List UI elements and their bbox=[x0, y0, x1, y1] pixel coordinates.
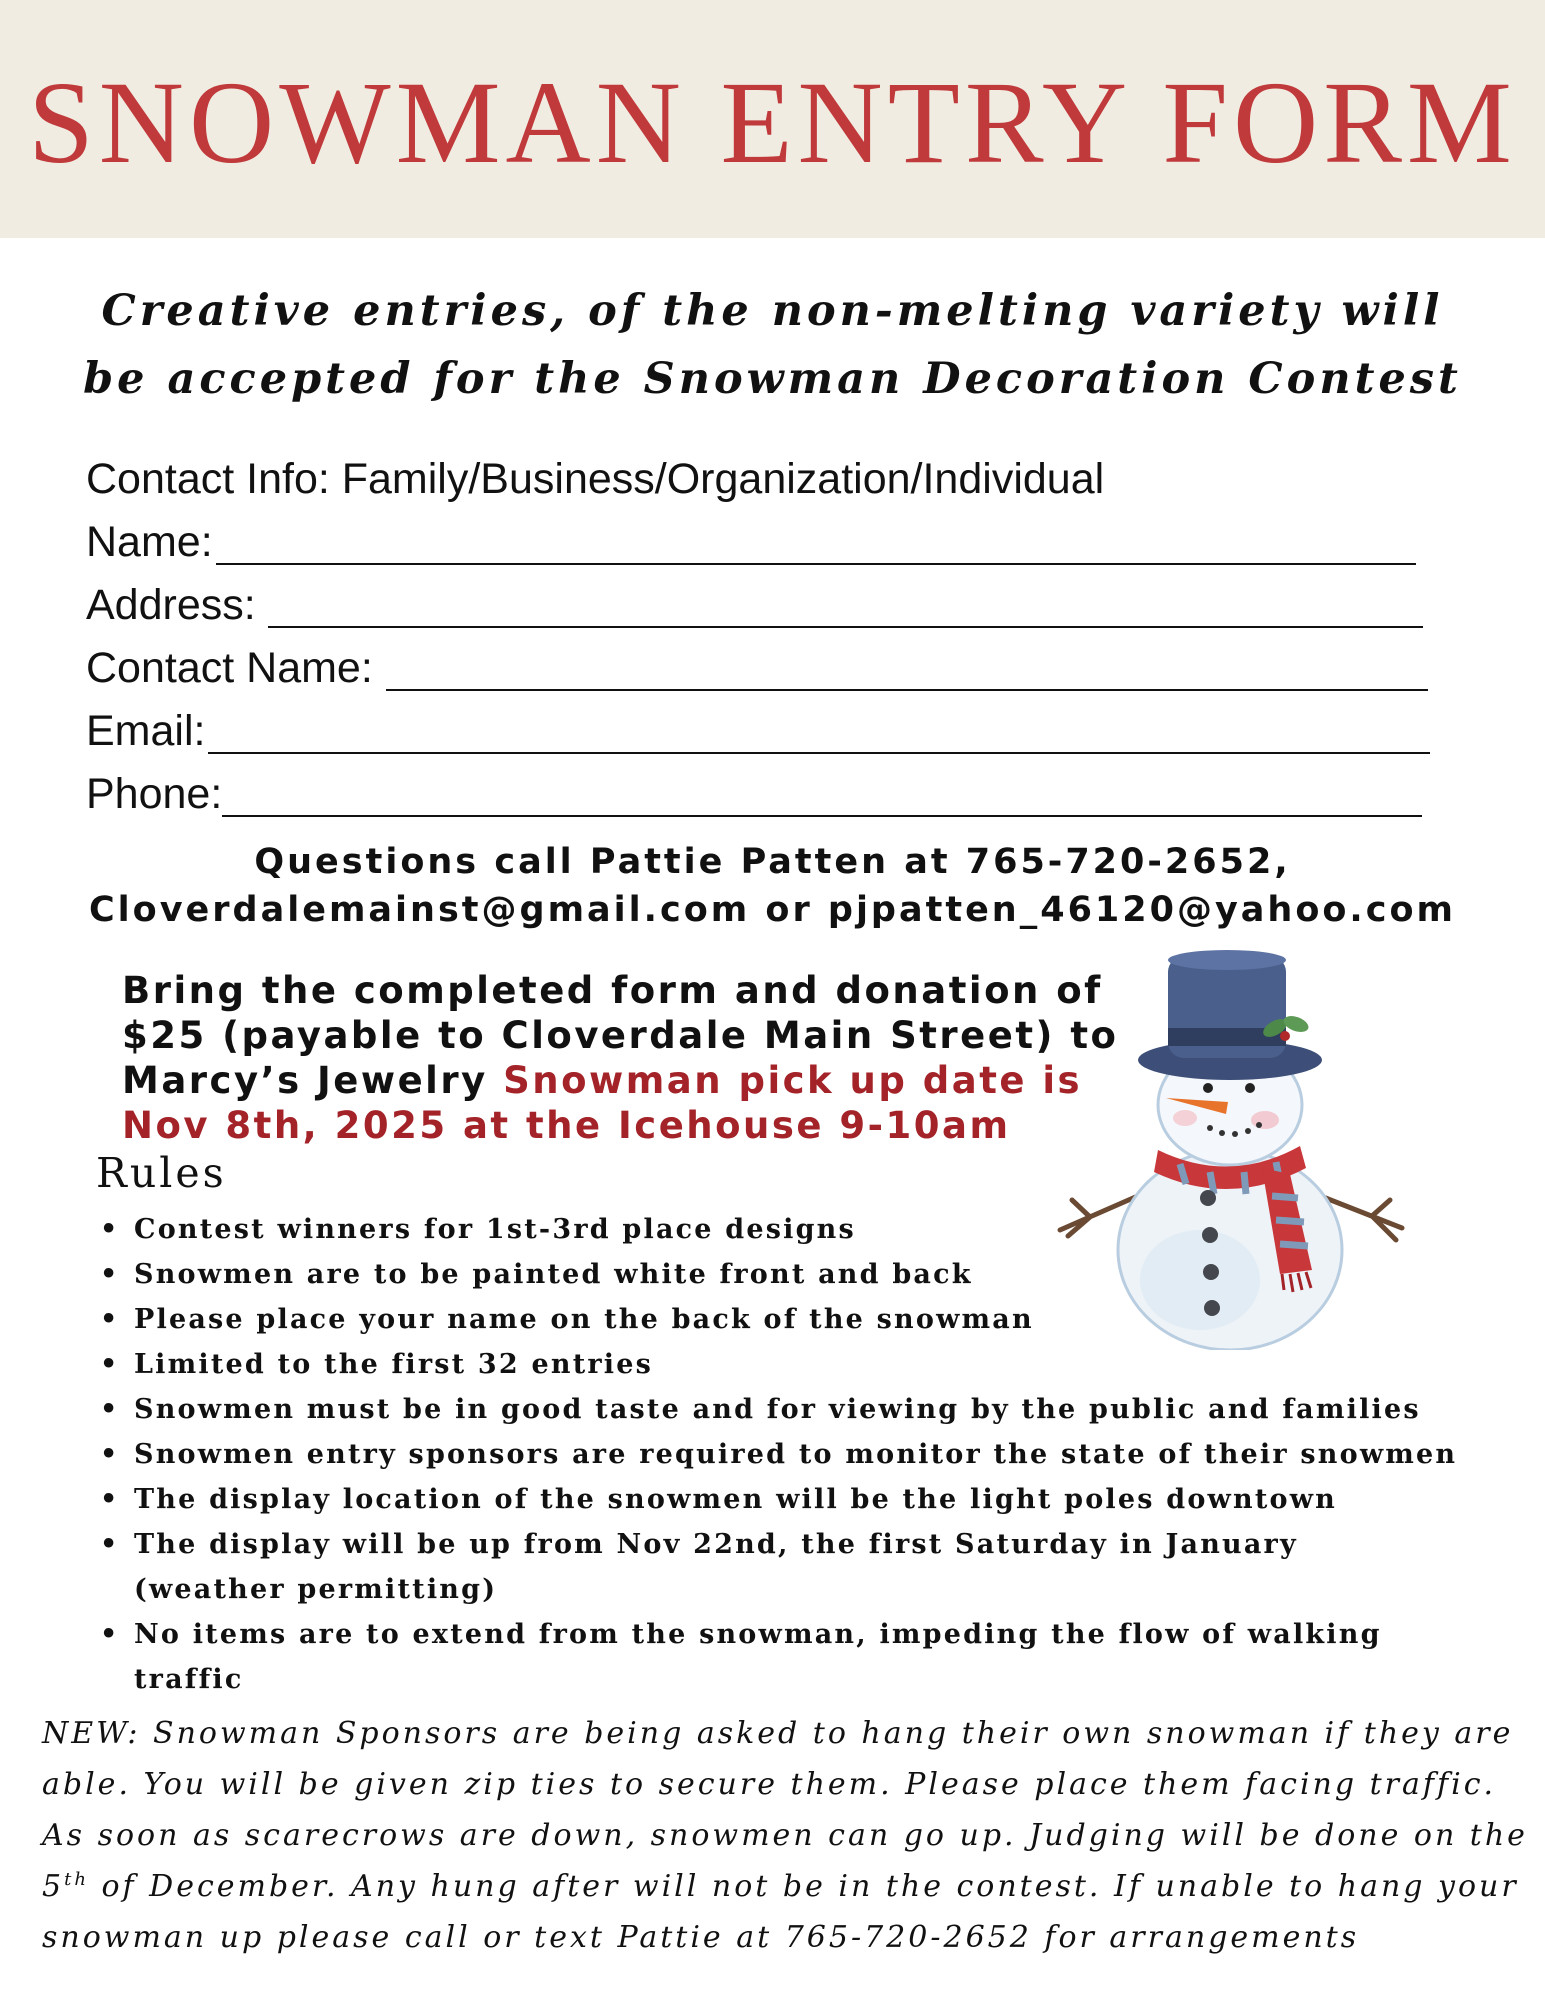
form-title: SNOWMAN ENTRY FORM bbox=[28, 57, 1517, 188]
email-label: Email: bbox=[86, 707, 206, 755]
questions-line-1: Questions call Pattie Patten at 765-720-2652, bbox=[254, 842, 1291, 882]
bring-location: Marcy’s Jewelry bbox=[122, 1059, 504, 1102]
name-line[interactable] bbox=[216, 563, 1416, 565]
contact-name-label: Contact Name: bbox=[86, 644, 373, 692]
rule-item: • Snowmen are to be painted white front and back bbox=[98, 1252, 1438, 1297]
pickup-date-intro: Snowman pick up date is bbox=[503, 1059, 1083, 1102]
name-label: Name: bbox=[86, 518, 213, 566]
intro-text bbox=[0, 277, 1545, 413]
new-note-line-4: 5th of December. Any hung after will not be in the contest. If unable to hang your bbox=[42, 1869, 1519, 1904]
new-note bbox=[42, 1708, 1528, 1963]
bring-line-2: $25 (payable to Cloverdale Main Street) to bbox=[122, 1014, 1119, 1057]
bring-line-1: Bring the completed form and donation of bbox=[122, 969, 1103, 1012]
bullet-icon: • bbox=[100, 1259, 120, 1290]
rule-item: • The display location of the snowmen will be the light poles downtown bbox=[98, 1477, 1438, 1522]
phone-line[interactable] bbox=[222, 815, 1422, 817]
bullet-icon: • bbox=[100, 1349, 120, 1380]
pickup-date: Nov 8th, 2025 at the Icehouse 9-10am bbox=[122, 1104, 1011, 1147]
address-line[interactable] bbox=[268, 626, 1423, 628]
bring-line-3 bbox=[122, 1058, 1082, 1103]
new-note-line-5: snowman up please call or text Pattie at 765-720-2652 for arrangements bbox=[42, 1920, 1360, 1955]
bullet-icon: • bbox=[100, 1304, 120, 1335]
snowman-icon bbox=[1050, 950, 1420, 1350]
intro-line-1: Creative entries, of the non-melting variety will bbox=[101, 286, 1444, 336]
bullet-icon: • bbox=[100, 1214, 120, 1245]
contact-section bbox=[86, 448, 1466, 826]
new-note-line-3: As soon as scarecrows are down, snowmen can go up. Judging will be done on the bbox=[42, 1818, 1528, 1853]
new-note-line-1: NEW: Snowman Sponsors are being asked to hang their own snowman if they are bbox=[42, 1716, 1514, 1751]
rule-item: • Snowmen must be in good taste and for viewing by the public and families bbox=[98, 1387, 1438, 1432]
bring-instructions bbox=[122, 968, 1119, 1148]
new-note-line-2: able. You will be given zip ties to secure them. Please place them facing traffic. bbox=[42, 1767, 1497, 1802]
rule-item: • The display will be up from Nov 22nd, the first Saturday in January (weather permitting) bbox=[98, 1522, 1438, 1612]
bullet-icon: • bbox=[100, 1529, 120, 1560]
address-field[interactable] bbox=[86, 574, 1466, 637]
contact-info-label: Contact Info: Family/Business/Organization/Individual bbox=[86, 455, 1105, 503]
email-line[interactable] bbox=[208, 752, 1430, 754]
contact-name-field[interactable] bbox=[86, 637, 1466, 700]
rule-item: • Limited to the first 32 entries bbox=[98, 1342, 1438, 1387]
rule-item: • Contest winners for 1st-3rd place designs bbox=[98, 1207, 1438, 1252]
questions-line-2: Cloverdalemainst@gmail.com or pjpatten_46120@yahoo.com bbox=[89, 890, 1456, 930]
bullet-icon: • bbox=[100, 1439, 120, 1470]
questions-text bbox=[0, 838, 1545, 934]
bullet-icon: • bbox=[100, 1484, 120, 1515]
rule-continuation: traffic bbox=[134, 1664, 244, 1695]
intro-line-2: be accepted for the Snowman Decoration Contest bbox=[83, 354, 1462, 404]
name-field[interactable] bbox=[86, 511, 1466, 574]
bullet-icon: • bbox=[100, 1394, 120, 1425]
rule-item: • Please place your name on the back of the snowman bbox=[98, 1297, 1438, 1342]
rules-heading: Rules bbox=[96, 1149, 227, 1197]
rule-item: • Snowmen entry sponsors are required to monitor the state of their snowmen bbox=[98, 1432, 1438, 1477]
phone-label: Phone: bbox=[86, 770, 223, 818]
header-band bbox=[0, 0, 1545, 238]
phone-field[interactable] bbox=[86, 763, 1466, 826]
email-field[interactable] bbox=[86, 700, 1466, 763]
address-label: Address: bbox=[86, 581, 256, 629]
rule-item: • No items are to extend from the snowman, impeding the flow of walking traffic bbox=[98, 1612, 1438, 1702]
contact-name-line[interactable] bbox=[386, 689, 1428, 691]
rule-continuation: (weather permitting) bbox=[134, 1574, 498, 1605]
bullet-icon: • bbox=[100, 1619, 120, 1650]
